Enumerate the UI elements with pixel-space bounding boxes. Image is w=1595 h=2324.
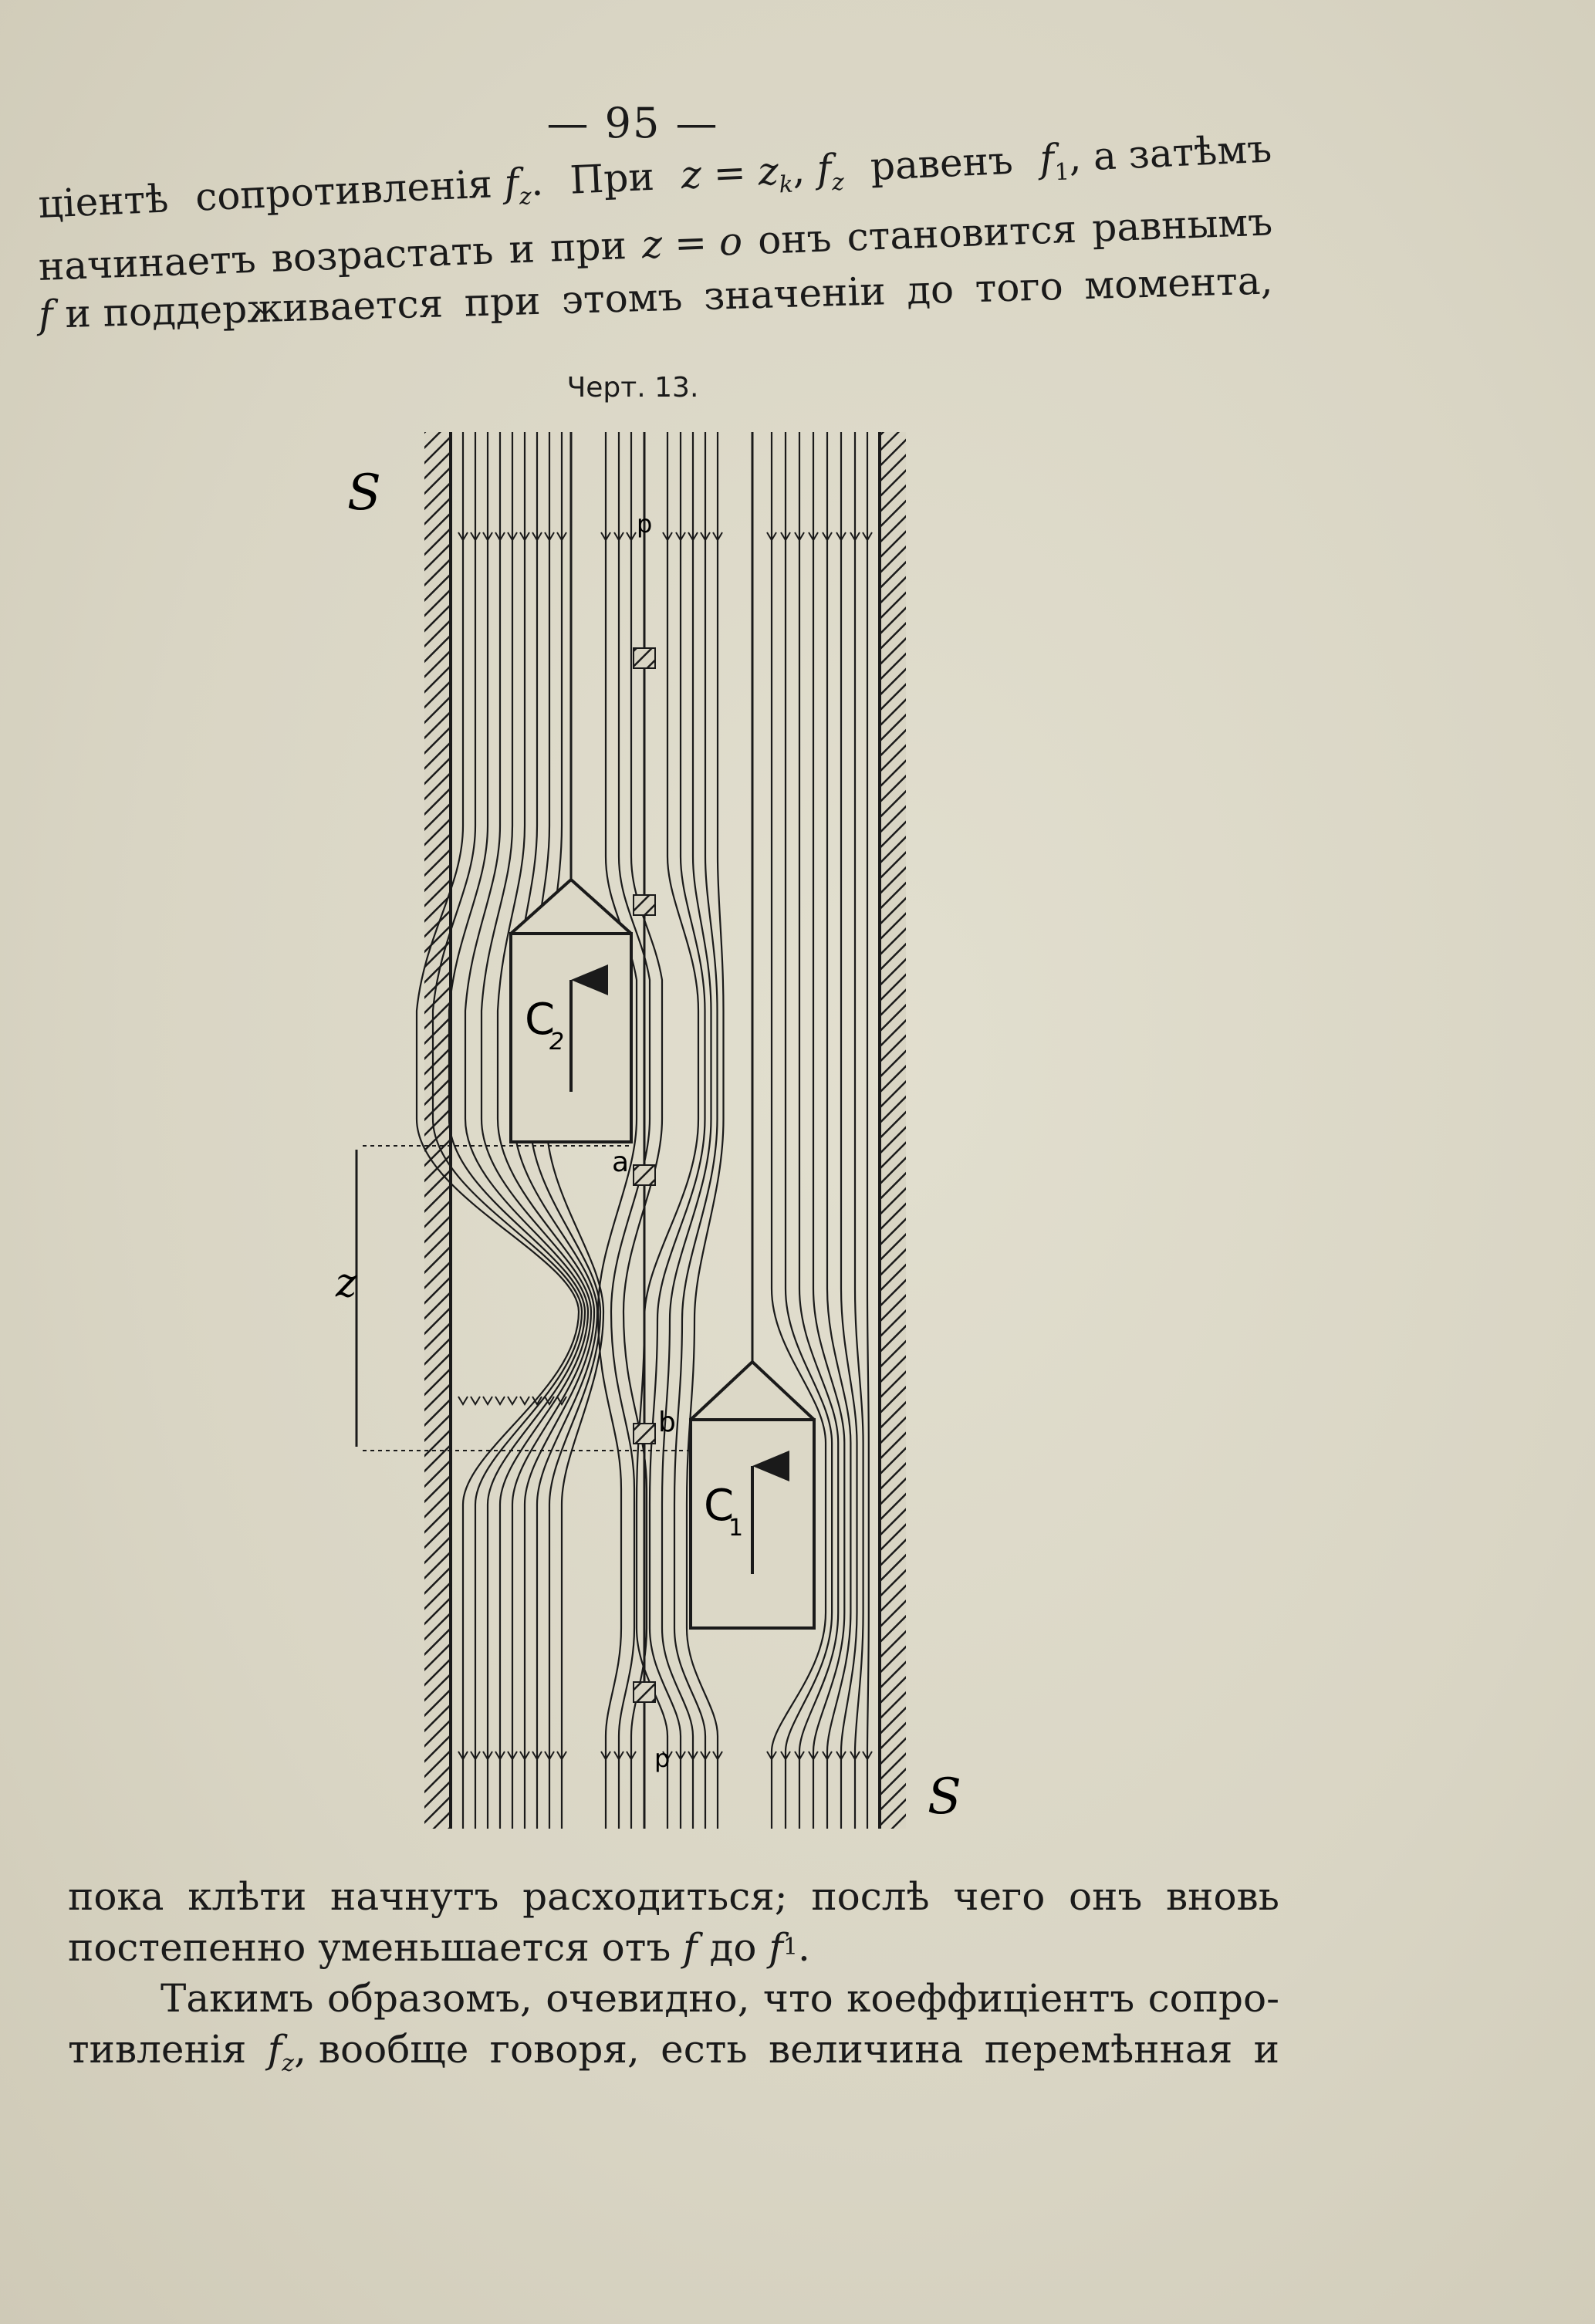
word-group bbox=[38, 280, 444, 338]
word: ціентѣ bbox=[37, 176, 170, 227]
bottom-line-3 bbox=[68, 1973, 1279, 2024]
figure-diagram bbox=[336, 424, 980, 1844]
streamline bbox=[867, 432, 869, 1829]
label-b: b bbox=[658, 1407, 676, 1438]
math-sub: 1 bbox=[782, 1934, 798, 1961]
punct: . bbox=[529, 159, 545, 204]
bottom-line-2 bbox=[68, 1922, 1279, 1973]
streamline bbox=[813, 432, 844, 1829]
math-expression bbox=[680, 145, 845, 213]
word: коеффиціентъ bbox=[846, 1976, 1135, 2021]
label-p-bottom: p bbox=[654, 1744, 671, 1773]
math-z: z = z bbox=[680, 148, 780, 198]
word: и bbox=[1253, 2027, 1279, 2072]
word: этомъ bbox=[561, 274, 684, 323]
math-expression bbox=[268, 2024, 469, 2089]
label-c2: C bbox=[525, 995, 556, 1045]
cage-c1 bbox=[691, 432, 814, 1628]
word: и поддерживается bbox=[64, 281, 444, 337]
punct: . bbox=[797, 1925, 810, 1970]
word: до bbox=[906, 266, 955, 313]
guide-block bbox=[634, 895, 655, 915]
word: чего bbox=[953, 1874, 1046, 1919]
word: и bbox=[508, 226, 536, 272]
word: при bbox=[463, 278, 542, 326]
word: равенъ bbox=[869, 137, 1014, 190]
word: пока bbox=[68, 1874, 164, 1919]
word: начнутъ bbox=[330, 1874, 499, 1919]
flow-arrow bbox=[471, 1397, 480, 1404]
math-f: f bbox=[769, 1925, 783, 1970]
label-c2-sub: 2 bbox=[549, 1029, 565, 1056]
word: что bbox=[762, 1976, 833, 2021]
word: образомъ, bbox=[326, 1976, 532, 2021]
math-sub: k bbox=[778, 171, 794, 199]
bottom-line-4 bbox=[68, 2024, 1279, 2089]
right-shaft-wall bbox=[880, 432, 906, 1829]
word: постепенно уменьшается отъ bbox=[68, 1925, 671, 1970]
punct: , bbox=[791, 147, 806, 193]
math-expression bbox=[1039, 125, 1273, 197]
math-f: f bbox=[267, 2027, 282, 2072]
guide-block bbox=[634, 1424, 655, 1444]
math-sub: 1 bbox=[1054, 158, 1070, 187]
bottom-paragraph bbox=[68, 1871, 1279, 2089]
word: начинаетъ bbox=[37, 236, 257, 289]
word: клѣти bbox=[188, 1874, 307, 1919]
label-p-top: p bbox=[637, 509, 653, 539]
word: равнымъ bbox=[1091, 199, 1273, 251]
figure-caption: Черт. 13. bbox=[566, 372, 699, 404]
word: послѣ bbox=[811, 1874, 930, 1919]
flow-arrow bbox=[495, 1397, 505, 1404]
flow-arrow bbox=[458, 1397, 468, 1404]
math-sub: z bbox=[519, 183, 532, 211]
math-f: f bbox=[503, 160, 520, 206]
word: , вообще bbox=[294, 2027, 469, 2072]
word: онъ bbox=[1069, 1874, 1143, 1919]
guide-block bbox=[634, 648, 655, 668]
label-s-bottom: S bbox=[928, 1768, 961, 1826]
word: расходиться; bbox=[522, 1874, 788, 1919]
math-f: f bbox=[38, 292, 54, 337]
word: того bbox=[974, 263, 1064, 312]
bottom-line-1 bbox=[68, 1871, 1279, 1922]
word: до bbox=[709, 1925, 757, 1970]
guide-block bbox=[634, 1682, 655, 1702]
word: есть bbox=[661, 2027, 748, 2072]
math-f: f bbox=[816, 146, 833, 192]
math-sub: z bbox=[282, 2050, 295, 2077]
word: становится bbox=[846, 206, 1078, 260]
math-f: f bbox=[683, 1925, 698, 1970]
streamline bbox=[827, 432, 850, 1829]
word: говоря, bbox=[489, 2027, 640, 2072]
word: при bbox=[549, 223, 627, 271]
word: Такимъ bbox=[161, 1976, 314, 2021]
page-number: — 95 — bbox=[546, 99, 719, 147]
flow-arrow bbox=[508, 1397, 517, 1404]
label-s-top: S bbox=[347, 464, 381, 522]
flow-arrow bbox=[483, 1397, 492, 1404]
cage-c2 bbox=[511, 432, 631, 1142]
math-f: f bbox=[1039, 136, 1056, 182]
word: сопротивленія bbox=[194, 161, 494, 220]
word: очевидно, bbox=[546, 1976, 750, 2021]
label-z: z bbox=[336, 1260, 357, 1306]
word: момента, bbox=[1083, 258, 1274, 309]
label-c1-sub: 1 bbox=[728, 1515, 744, 1542]
math-sub: z bbox=[831, 168, 845, 197]
word: сопро- bbox=[1147, 1976, 1279, 2021]
left-shaft-wall bbox=[424, 432, 451, 1829]
math-expression: z = o bbox=[640, 218, 744, 268]
word: величина bbox=[769, 2027, 964, 2072]
airflow-diagram bbox=[336, 424, 980, 1844]
guide-block bbox=[634, 1165, 655, 1185]
word: возрастать bbox=[270, 228, 495, 281]
word: онъ bbox=[757, 215, 833, 263]
label-a: a bbox=[612, 1147, 630, 1178]
top-paragraph bbox=[37, 126, 1274, 338]
word: значеніи bbox=[703, 269, 887, 319]
word-group bbox=[194, 158, 545, 235]
label-c1: C bbox=[704, 1481, 735, 1531]
word: , а затѣмъ bbox=[1067, 126, 1273, 181]
word: перемѣнная bbox=[984, 2027, 1233, 2072]
word: вновь bbox=[1165, 1874, 1279, 1919]
word: тивленія bbox=[68, 2027, 247, 2072]
word: При bbox=[569, 154, 655, 203]
flow-arrow bbox=[520, 1397, 529, 1404]
